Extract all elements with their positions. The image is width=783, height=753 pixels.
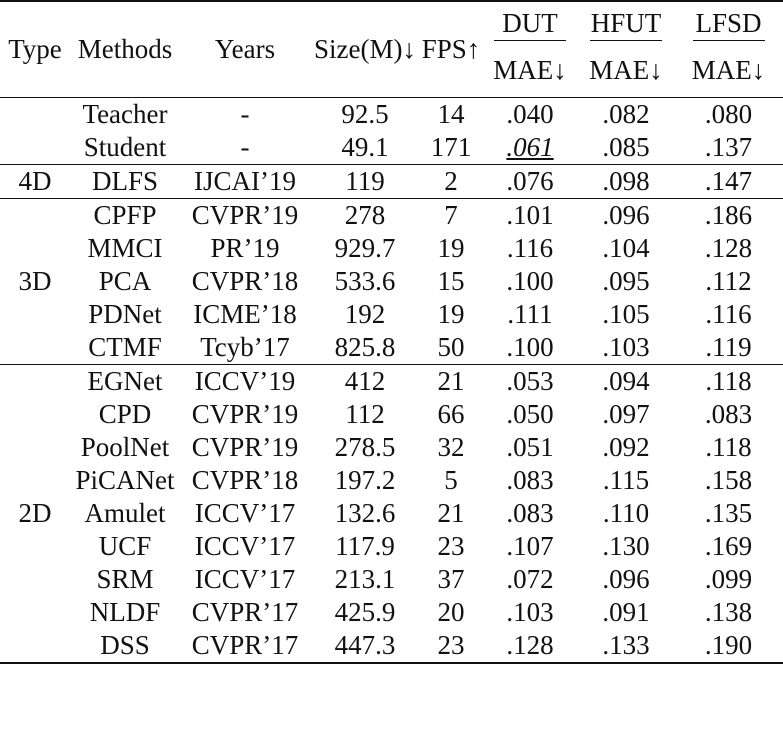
hfut-mae-cell: .103 (602, 331, 650, 362)
lfsd-mae-cell: .135 (704, 497, 753, 528)
size-cell: 92.5 (341, 98, 389, 129)
dut-mae-cell: .103 (506, 596, 554, 627)
size-cell: 412 (344, 365, 386, 396)
fps-cell: 23 (437, 530, 465, 561)
method-cell: SRM (96, 563, 154, 594)
table-row (0, 265, 783, 298)
size-cell: 929.7 (334, 232, 396, 263)
dut-mae-cell: .083 (506, 464, 554, 495)
table-row (0, 232, 783, 265)
method-cell: PiCANet (75, 464, 175, 495)
dut-mae-cell: .076 (506, 165, 554, 196)
table-row (0, 431, 783, 464)
method-cell: PCA (98, 265, 152, 296)
header-metric-lfsd: MAE↓ (691, 55, 766, 86)
fps-cell: 15 (437, 265, 465, 296)
dut-mae-cell: .111 (507, 298, 553, 329)
method-cell: PoolNet (80, 431, 170, 462)
size-cell: 117.9 (335, 530, 395, 561)
size-cell: 213.1 (334, 563, 396, 594)
lfsd-mae-cell: .116 (705, 298, 752, 329)
header-methods: Methods (77, 33, 173, 64)
fps-cell: 21 (437, 365, 465, 396)
dut-mae-cell: .072 (506, 563, 554, 594)
lfsd-mae-cell: .118 (705, 365, 752, 396)
size-cell: 132.6 (334, 497, 396, 528)
fps-cell: 14 (437, 98, 465, 129)
year-cell: CVPR’19 (191, 431, 299, 462)
dut-mae-cell: .101 (506, 199, 554, 230)
lfsd-mae-cell: .119 (705, 331, 752, 362)
hfut-mae-cell: .091 (602, 596, 650, 627)
table-row (0, 198, 783, 232)
dut-mae-cell: .061 (506, 131, 554, 162)
table-row (0, 164, 783, 198)
size-cell: 278.5 (334, 431, 396, 462)
fps-cell: 66 (437, 398, 465, 429)
method-cell: MMCI (87, 232, 163, 263)
year-cell: CVPR’19 (191, 398, 299, 429)
type-cell: 3D (18, 265, 52, 296)
hfut-mae-cell: .104 (602, 232, 650, 263)
lfsd-mae-cell: .137 (704, 131, 753, 162)
lfsd-mae-cell: .083 (704, 398, 753, 429)
year-cell: CVPR’17 (191, 596, 299, 627)
hfut-mae-cell: .105 (602, 298, 650, 329)
size-cell: 425.9 (334, 596, 396, 627)
fps-cell: 2 (444, 165, 458, 196)
year-cell: Tcyb’17 (200, 331, 290, 362)
dut-mae-cell: .128 (506, 629, 554, 660)
method-cell: PDNet (88, 298, 162, 329)
dut-mae-cell: .116 (506, 232, 554, 263)
year-cell: IJCAI’19 (194, 165, 296, 196)
hfut-mae-cell: .095 (602, 265, 650, 296)
header-type: Type (8, 33, 62, 64)
hfut-mae-cell: .098 (602, 165, 650, 196)
hfut-mae-cell: .085 (602, 131, 650, 162)
lfsd-mae-cell: .112 (705, 265, 752, 296)
lfsd-mae-cell: .169 (704, 530, 753, 561)
year-cell: CVPR’18 (191, 464, 299, 495)
fps-cell: 21 (437, 497, 465, 528)
year-cell: ICCV’17 (194, 497, 296, 528)
fps-cell: 37 (437, 563, 465, 594)
header-dataset-dut: DUT (482, 1, 578, 45)
hfut-mae-cell: .133 (602, 629, 650, 660)
dut-mae-cell: .100 (506, 331, 554, 362)
lfsd-mae-cell: .147 (704, 165, 753, 196)
hfut-mae-cell: .097 (602, 398, 650, 429)
table-row (0, 596, 783, 629)
method-cell: Student (83, 131, 167, 162)
type-cell: 2D (18, 497, 52, 528)
method-cell: DSS (100, 629, 150, 660)
fps-cell: 50 (437, 331, 465, 362)
hfut-mae-cell: .096 (602, 199, 650, 230)
method-cell: CPFP (93, 199, 157, 230)
year-cell: - (240, 98, 250, 129)
table-row (0, 530, 783, 563)
table-row (0, 131, 783, 165)
fps-cell: 23 (437, 629, 465, 660)
header-metric-hfut: MAE↓ (589, 55, 663, 86)
header-years: Years (214, 33, 276, 64)
lfsd-mae-cell: .118 (705, 431, 752, 462)
year-cell: ICME’18 (193, 298, 297, 329)
dut-mae-cell: .100 (506, 265, 554, 296)
table-row (0, 364, 783, 398)
lfsd-mae-cell: .186 (704, 199, 753, 230)
header-fps: FPS↑ (421, 33, 481, 64)
table-row (0, 563, 783, 596)
dut-mae-cell: .040 (506, 98, 554, 129)
fps-cell: 171 (430, 131, 472, 162)
method-cell: Amulet (84, 497, 166, 528)
hfut-mae-cell: .115 (602, 464, 650, 495)
dut-mae-cell: .051 (506, 431, 554, 462)
lfsd-mae-cell: .080 (704, 98, 753, 129)
year-cell: CVPR’17 (191, 629, 299, 660)
hfut-mae-cell: .110 (602, 497, 650, 528)
fps-cell: 20 (437, 596, 465, 627)
lfsd-mae-cell: .128 (704, 232, 753, 263)
lfsd-mae-cell: .190 (704, 629, 753, 660)
year-cell: CVPR’19 (191, 199, 299, 230)
year-cell: PR’19 (210, 232, 280, 263)
header-dataset-lfsd: LFSD (674, 1, 783, 45)
size-cell: 112 (345, 398, 385, 429)
method-cell: CTMF (88, 331, 162, 362)
table-body (0, 97, 783, 663)
table-row (0, 497, 783, 530)
method-cell: Teacher (82, 98, 168, 129)
hfut-mae-cell: .082 (602, 98, 650, 129)
table-row (0, 331, 783, 365)
hfut-mae-cell: .130 (602, 530, 650, 561)
type-cell (0, 97, 70, 164)
fps-cell: 19 (437, 232, 465, 263)
year-cell: ICCV’17 (194, 563, 296, 594)
fps-cell: 19 (437, 298, 465, 329)
header-size: Size(M)↓ (314, 33, 416, 64)
year-cell: - (240, 131, 250, 162)
table-row (0, 298, 783, 331)
size-cell: 447.3 (334, 629, 396, 660)
table-row (0, 629, 783, 663)
type-cell: 4D (18, 165, 52, 196)
size-cell: 825.8 (334, 331, 396, 362)
year-cell: ICCV’17 (194, 530, 296, 561)
dut-mae-cell: .053 (506, 365, 554, 396)
size-cell: 192 (344, 298, 386, 329)
hfut-mae-cell: .092 (602, 431, 650, 462)
table-row (0, 398, 783, 431)
year-cell: CVPR’18 (191, 265, 299, 296)
hfut-mae-cell: .094 (602, 365, 650, 396)
fps-cell: 5 (444, 464, 458, 495)
method-cell: DLFS (91, 165, 159, 196)
size-cell: 49.1 (341, 131, 389, 162)
year-cell: ICCV’19 (194, 365, 296, 396)
lfsd-mae-cell: .138 (704, 596, 753, 627)
table-row (0, 97, 783, 131)
dut-mae-cell: .050 (506, 398, 554, 429)
dut-mae-cell: .107 (506, 530, 554, 561)
size-cell: 278 (344, 199, 386, 230)
header-metric-dut: MAE↓ (493, 55, 567, 86)
fps-cell: 7 (444, 199, 458, 230)
fps-cell: 32 (437, 431, 465, 462)
hfut-mae-cell: .096 (602, 563, 650, 594)
size-cell: 197.2 (334, 464, 396, 495)
lfsd-mae-cell: .099 (704, 563, 753, 594)
size-cell: 533.6 (334, 265, 396, 296)
size-cell: 119 (345, 165, 385, 196)
method-cell: UCF (98, 530, 152, 561)
method-cell: CPD (98, 398, 152, 429)
lfsd-mae-cell: .158 (704, 464, 753, 495)
table-row (0, 464, 783, 497)
header-dataset-hfut: HFUT (578, 1, 674, 45)
dut-mae-cell: .083 (506, 497, 554, 528)
method-cell: NLDF (89, 596, 161, 627)
method-cell: EGNet (87, 365, 163, 396)
